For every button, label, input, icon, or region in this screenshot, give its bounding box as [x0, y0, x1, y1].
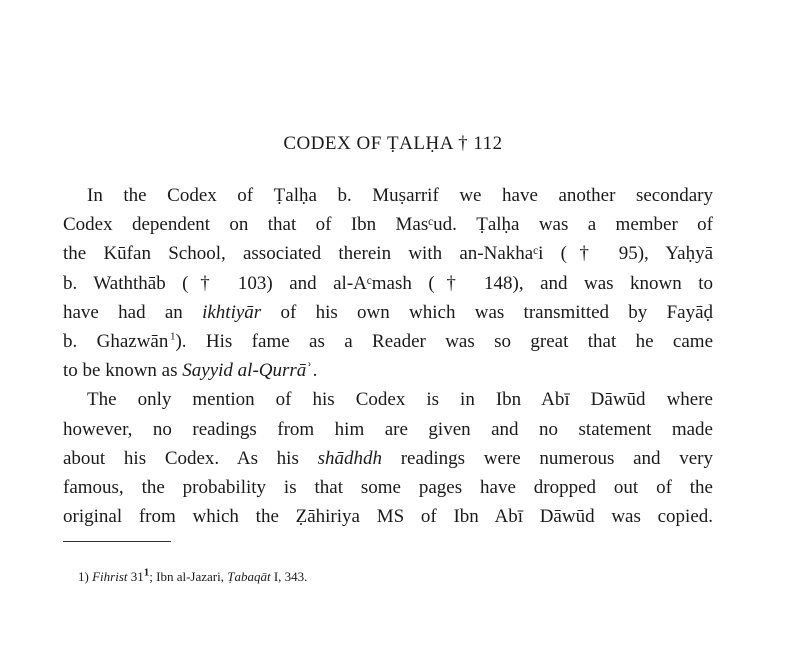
italic-term: Sayyid al-Qurrā	[182, 360, 307, 382]
body-text	[63, 181, 713, 531]
page-title: CODEX OF ṬALḤA † 112	[283, 133, 503, 154]
italic-term: ikhtiyār	[202, 301, 262, 323]
text-line: about his Codex. As his shādhdh readings were numerous and very	[63, 447, 713, 469]
text-line: The only mention of his Codex is in Ibn Abī Dāwūd where	[87, 389, 713, 411]
footnote-divider	[63, 541, 171, 542]
text-line: original from which the Ẓāhiriya MS of Ibn Abī Dāwūd was copied.	[63, 506, 713, 528]
footnote: 1) Fihrist $31^1$; Ibn al-Jazari, Ṭabaqāt I, 343.	[78, 566, 308, 584]
text-line: b. Waththāb († 103) and al-Aᶜmash († 148), and was known to	[63, 272, 713, 294]
text-line: to be known as Sayyid al-Qurrāʾ.	[63, 360, 318, 382]
text-line: famous, the probability is that some pages have dropped out of the	[63, 477, 713, 499]
text-line: b. Ghazwān $^1$). His fame as a Reader was so great that he came	[63, 330, 713, 353]
text-line: the Kūfan School, associated therein with an-Nakhaᶜi († 95), Yaḥyā	[63, 243, 713, 265]
paragraph-1	[63, 181, 713, 385]
text-line: Codex dependent on that of Ibn Masᶜud. Ṭalḥa was a member of	[63, 214, 713, 236]
text-line: have had an ikhtiyār of his own which was transmitted by Fayāḍ	[63, 301, 714, 323]
text-line: In the Codex of Ṭalḥa b. Muṣarrif we have another secondary	[87, 185, 713, 206]
italic-term: shādhdh	[317, 447, 382, 469]
footnote-ref: 1	[169, 330, 176, 343]
paragraph-2	[63, 385, 713, 531]
text-line: however, no readings from him are given and no statement made	[63, 418, 713, 440]
